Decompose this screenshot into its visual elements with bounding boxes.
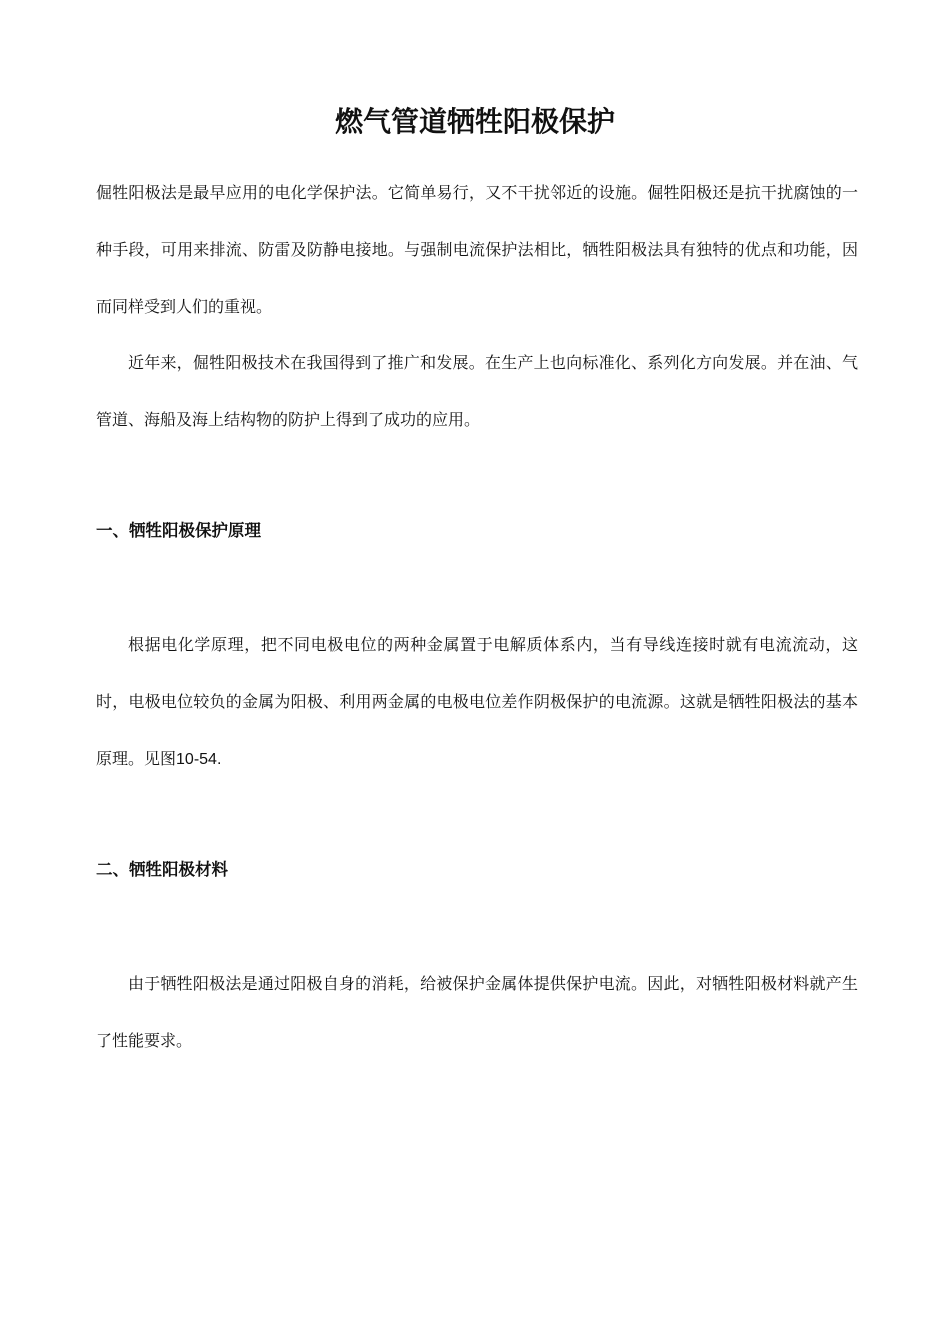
document-title: 燃气管道牺牲阳极保护: [334, 105, 615, 138]
section-materials-paragraph: 由于牺牲阳极法是通过阳极自身的消耗，给被保护金属体提供保护电流。因此，对牺牲阳极材料就产生了性能要求。: [96, 974, 858, 1050]
figure-reference: 10-54.: [176, 751, 222, 768]
intro-paragraph-2: 近年来，倔牲阳极技术在我国得到了推广和发展。在生产上也向标准化、系列化方向发展。并在油、气管道、海船及海上结构物的防护上得到了成功的应用。: [96, 353, 858, 429]
section-heading-materials: 二、牺牲阳极材料: [96, 860, 228, 879]
intro-paragraph-1: 倔牲阳极法是最早应用的电化学保护法。它简单易行，又不干扰邻近的设施。倔牲阳极还是抗干扰腐蚀的一种手段，可用来排流、防雷及防静电接地。与强制电流保护法相比，牺牲阳极法具有独特的优点和功能，因而同样受到人们的重视。: [96, 183, 858, 316]
section-principle-paragraph: [96, 616, 858, 788]
section-principle-text: 根据电化学原理，把不同电极电位的两种金属置于电解质体系内，当有导线连接时就有电流流动，这时，电极电位较负的金属为阳极、利用两金属的电极电位差作阴极保护的电流源。这就是牺牲阳极法的基本原理。见图: [96, 635, 858, 768]
section-heading-principle: 一、牺牲阳极保护原理: [96, 521, 261, 540]
